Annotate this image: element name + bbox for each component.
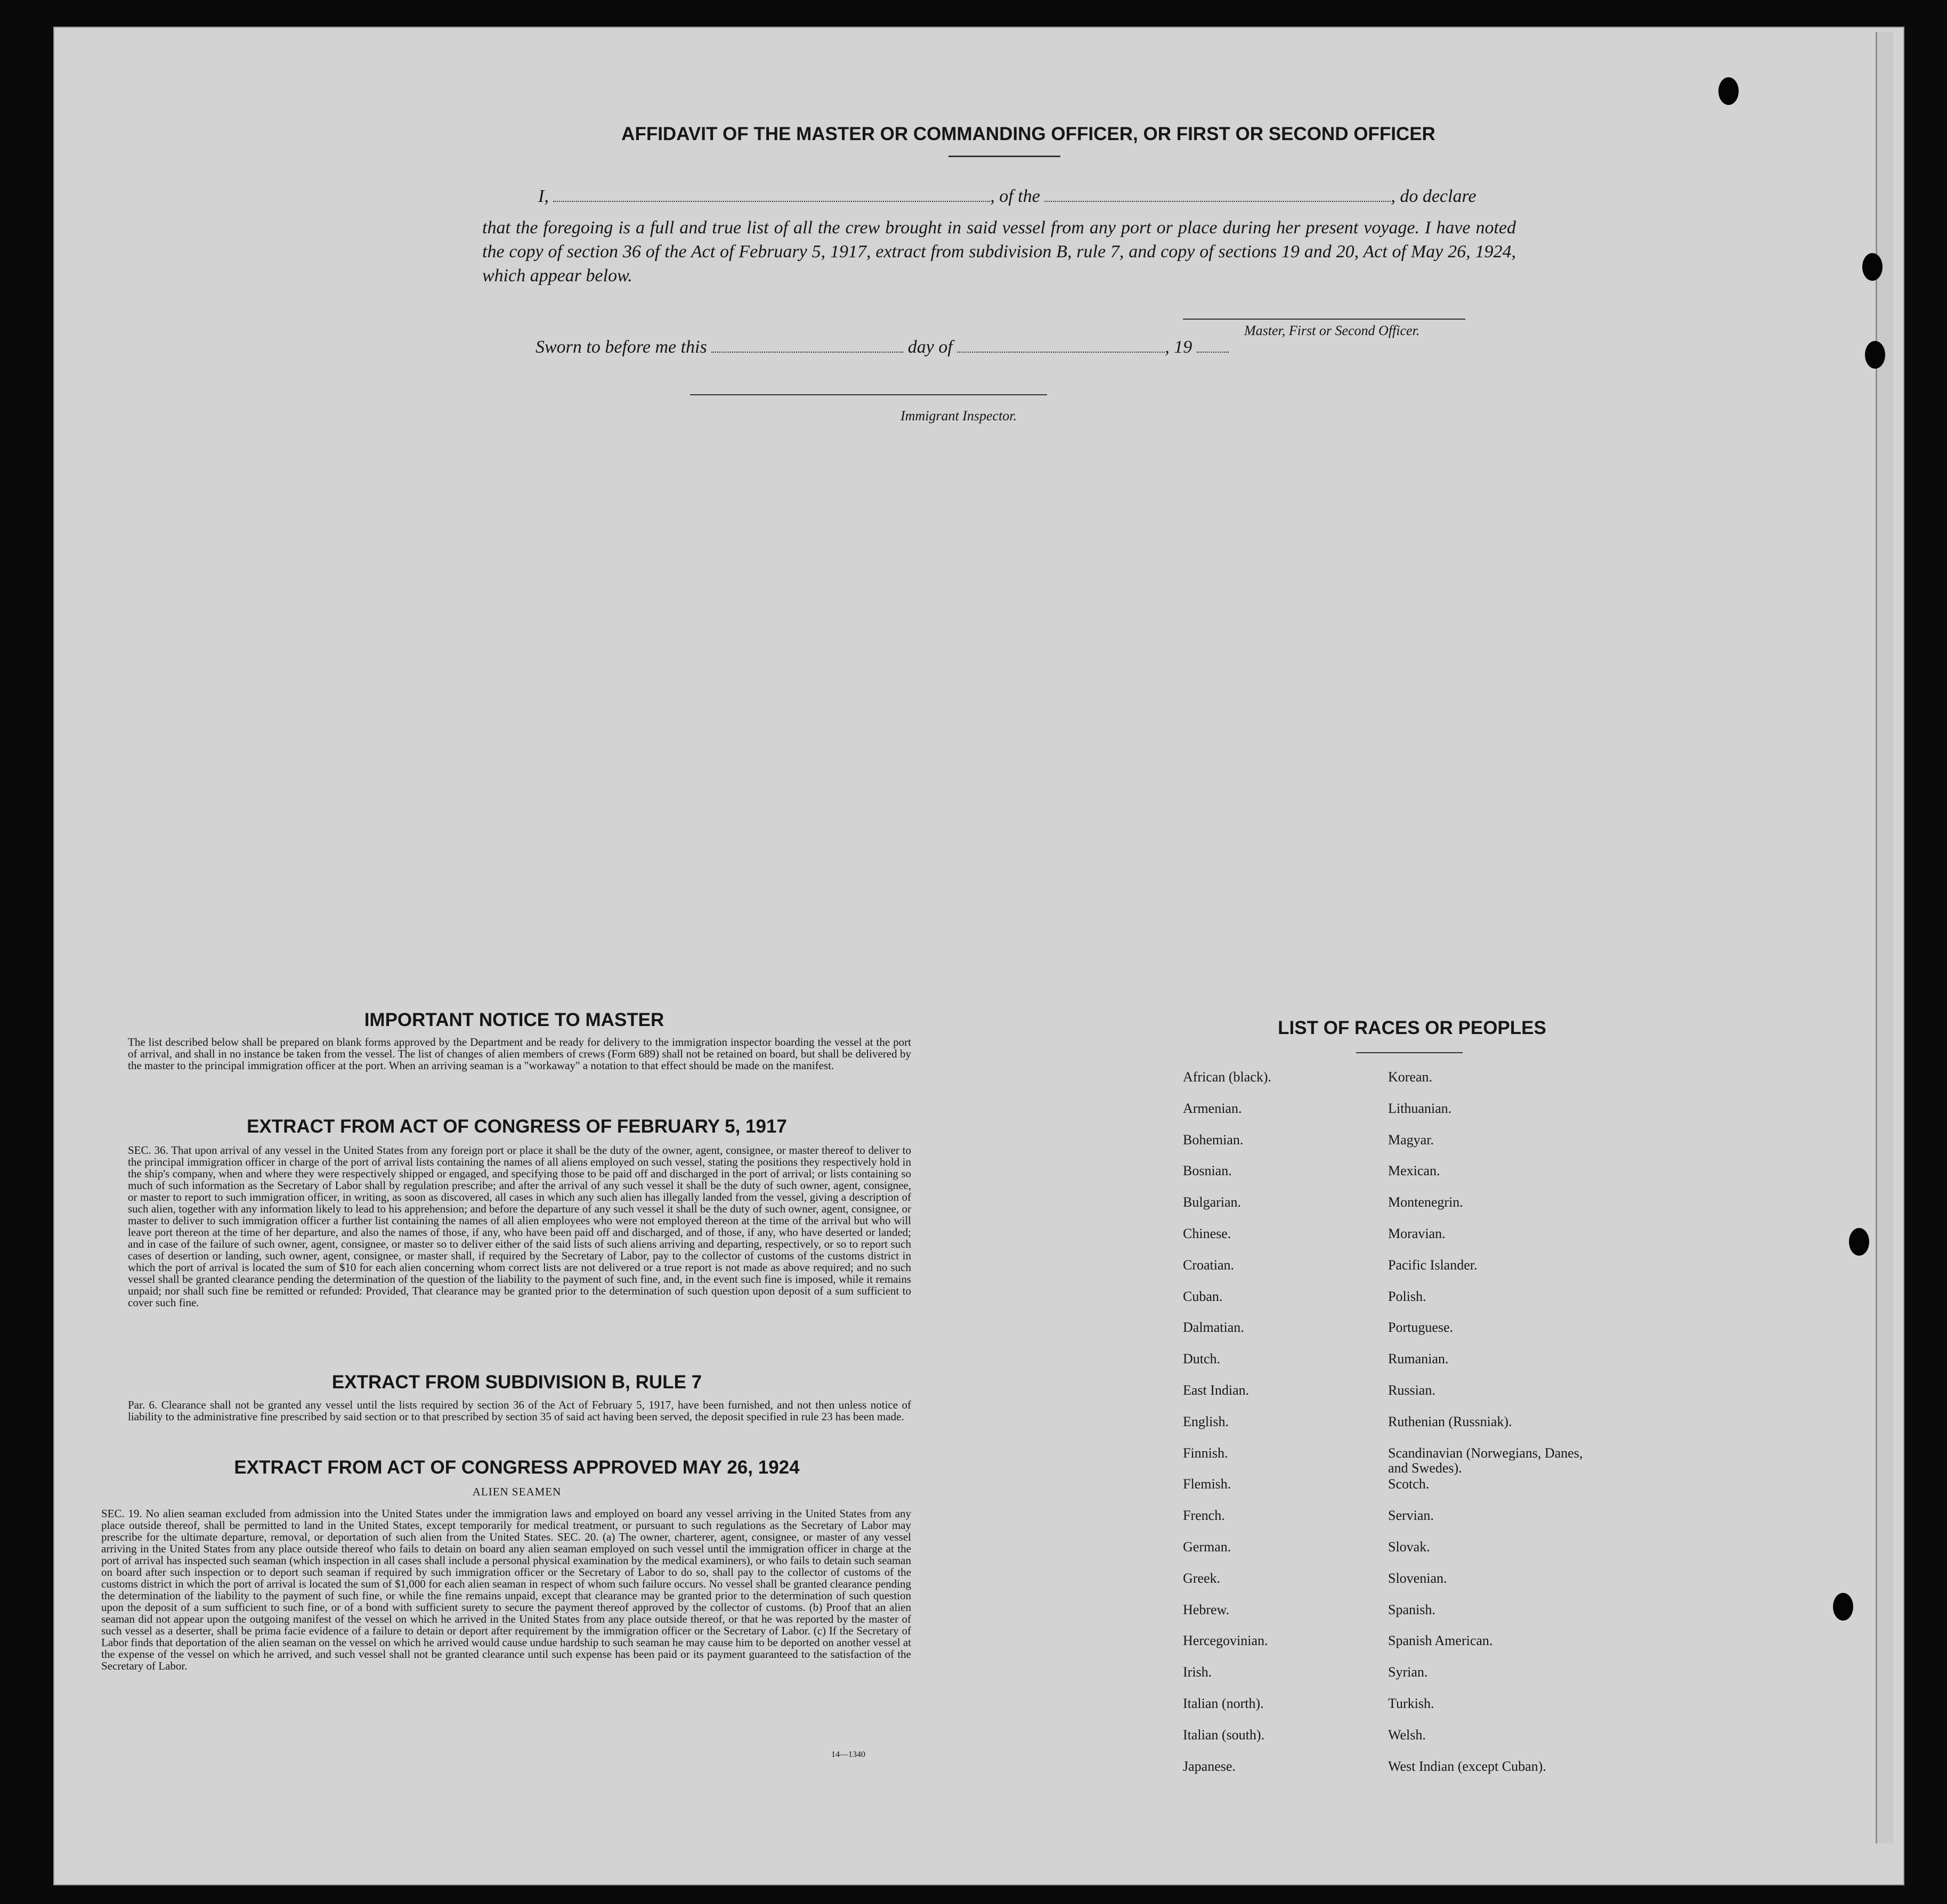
race-item: Korean.	[1388, 1069, 1433, 1085]
race-item: Flemish.	[1183, 1476, 1231, 1492]
title-rule	[948, 156, 1060, 157]
vessel-blank[interactable]	[1044, 201, 1391, 202]
inspector-signature-line[interactable]	[690, 394, 1047, 395]
race-item: East Indian.	[1183, 1382, 1250, 1398]
race-item: Croatian.	[1183, 1257, 1235, 1273]
sworn-prefix: Sworn to before me this	[536, 337, 707, 357]
race-item: French.	[1183, 1508, 1225, 1524]
race-item: Mexican.	[1388, 1163, 1440, 1179]
race-item: English.	[1183, 1413, 1229, 1429]
punch-hole	[1849, 1228, 1869, 1256]
races-title-rule	[1356, 1052, 1463, 1053]
form-number: 14—1340	[831, 1750, 865, 1759]
race-item: Ruthenian (Russniak).	[1388, 1413, 1512, 1429]
race-item: Moravian.	[1388, 1226, 1446, 1241]
race-item: Hercegovinian.	[1183, 1633, 1268, 1649]
race-item: Pacific Islander.	[1388, 1257, 1478, 1273]
notice-title: IMPORTANT NOTICE TO MASTER	[364, 1010, 664, 1030]
declaration-line	[538, 186, 1477, 207]
race-item: Portuguese.	[1388, 1320, 1454, 1336]
race-item: Syrian.	[1388, 1664, 1428, 1680]
race-item: Welsh.	[1388, 1727, 1426, 1743]
year-blank[interactable]	[1197, 352, 1229, 353]
race-item: Russian.	[1388, 1382, 1435, 1398]
declaration-declare: , do declare	[1391, 186, 1477, 206]
inspector-caption: Immigrant Inspector.	[901, 408, 1017, 424]
day-blank[interactable]	[711, 352, 903, 353]
race-item: Montenegrin.	[1388, 1194, 1463, 1210]
race-item: Servian.	[1388, 1508, 1434, 1524]
race-item: Cuban.	[1183, 1288, 1223, 1304]
race-item: Dutch.	[1183, 1351, 1221, 1367]
sworn-line	[536, 337, 1229, 357]
race-item: Magyar.	[1388, 1132, 1434, 1148]
race-item: Finnish.	[1183, 1445, 1228, 1461]
race-item: African (black).	[1183, 1069, 1272, 1085]
rule7-text: Par. 6. Clearance shall not be granted any vessel until the lists required by section 36 of the Act of February 5, 1917, have been furnished, and not then unless notice of liability to the administrative fine prescribed by said section or to that prescribed by section 35 of said act having been served, the deposit specified in rule 23 has been made.	[128, 1398, 911, 1423]
affidavit-title: AFFIDAVIT OF THE MASTER OR COMMANDING OFFICER, OR FIRST OR SECOND OFFICER	[621, 124, 1435, 144]
race-item: Bosnian.	[1183, 1163, 1232, 1179]
extract-1917-title: EXTRACT FROM ACT OF CONGRESS OF FEBRUARY 5, 1917	[247, 1116, 787, 1137]
affidavit-body: that the foregoing is a full and true list of all the crew brought in said vessel from any port or place during her present voyage. I have noted the copy of section 36 of the Act of February 5, 1917, extract from subdivision B, rule 7, and copy of sections 19 and 20, Act of May 26, 1924, which appear below.	[482, 218, 1516, 286]
notice-text: The list described below shall be prepared on blank forms approved by the Department and be ready for delivery to the immigration inspector boarding the vessel at the port of arrival, and shall in no instance be taken from the vessel. The list of changes of alien members of crews (Form 689) shall not be retained on board, but shall be delivered by the master to the principal immigration officer at the port. When an arriving seaman is a "workaway" a notation to that effect should be made on the manifest.	[128, 1036, 911, 1072]
month-blank[interactable]	[957, 352, 1165, 353]
master-signature-line[interactable]	[1183, 319, 1465, 320]
punch-hole	[1865, 341, 1885, 369]
sworn-year: , 19	[1165, 337, 1192, 357]
extract-1924-title: EXTRACT FROM ACT OF CONGRESS APPROVED MAY 26, 1924	[234, 1457, 800, 1478]
extract-1924-text: SEC. 19. No alien seaman excluded from admission into the United States under the immigration laws and employed on board any vessel arriving in the United States from any place outside thereof, shall be permitted to land in the United States, except temporarily for medical treatment, or pursuant to such regulations as the Secretary of Labor may prescribe for the ultimate departure, removal, or deportation of such alien from the United States. SEC. 20. (a) The owner, charterer, agent, consignee, or master of any vessel arriving in the United States from any place outside thereof who fails to detain on board any alien seaman employed on such vessel until the immigration officer in charge at the port of arrival has inspected such seaman (which inspection in all cases shall include a personal physical examination by the medical examiners), or who fails to detain such seaman on board after such inspection or to deport such seaman if required by such immigration officer or the Secretary of Labor to do so, shall pay to the collector of customs of the customs district in which the port of arrival is located the sum of $1,000 for each alien seaman in respect of whom such failure occurs. No vessel shall be granted clearance pending the determination of the liability to the payment of such fine, or while the fine remains unpaid, except that clearance may be granted prior to the determination of such question upon the deposit of a sum sufficient to such fine, or of a bond with sufficient surety to secure the payment thereof approved by the collector of customs. (b) Proof that an alien seaman did not appear upon the outgoing manifest of the vessel on which he arrived in the United States from any place outside thereof, or that he was reported by the master of such vessel as a deserter, shall be prima facie evidence of a failure to detain or deport after requirement by the immigration officer or the Secretary of Labor. (c) If the Secretary of Labor finds that deportation of the alien seaman on the vessel on which he arrived would cause undue hardship to such seaman he may cause him to be deported on another vessel at the expense of the vessel on which he arrived, and such vessel shall not be granted clearance until such expense has been paid or its payment guaranteed to the satisfaction of the Secretary of Labor.	[101, 1507, 911, 1672]
master-caption: Master, First or Second Officer.	[1244, 323, 1420, 338]
extract-1917-text: SEC. 36. That upon arrival of any vessel in the United States from any foreign port or place it shall be the duty of the owner, agent, consignee, or master thereof to deliver to the principal immigration officer in charge of the port of arrival lists containing the names of all aliens employed on such vessel, stating the positions they respectively hold in the ship's company, when and where they were respectively shipped or engaged, and specifying those to be paid off and discharged in the port of arrival; or lists containing so much of such information as the Secretary of Labor shall by regulation prescribe; and after the arrival of any such vessel it shall be the duty of such owner, agent, consignee, or master to report to such immigration officer, in writing, as soon as discovered, all cases in which any such alien has illegally landed from the vessel, giving a description of such alien, together with any information likely to lead to his apprehension; and before the departure of any such vessel it shall be the duty of such owner, agent, consignee, or master to deliver to such immigration officer a further list containing the names of all alien employees who were not employed thereon at the time of the arrival but who will leave port thereon at the time of her departure, and also the names of those, if any, who have been paid off and discharged, and of those, if any, who have deserted or landed; and in case of the failure of such owner, agent, consignee, or master so to deliver either of the said lists of such aliens arriving and departing, respectively, or so to report such cases of desertion or landing, such owner, agent, consignee, or master shall, if required by the Secretary of Labor, pay to the collector of customs of the customs district in which the port of arrival is located the sum of $10 for each alien concerning whom correct lists are not delivered or a true report is not made as above required; and no such vessel shall be granted clearance pending the determination of the question of the liability to the payment of such fine, and, in the event such fine is imposed, while it remains unpaid; nor shall such fine be remitted or refunded: Provided, That clearance may be granted prior to the determination of such question upon deposit of a sum sufficient to cover such fine.	[128, 1144, 911, 1309]
race-item: Irish.	[1183, 1664, 1212, 1680]
race-item: Chinese.	[1183, 1226, 1231, 1241]
race-item: Italian (south).	[1183, 1727, 1265, 1743]
races-title: LIST OF RACES OR PEOPLES	[1278, 1018, 1546, 1038]
race-item: German.	[1183, 1539, 1231, 1555]
race-item: Dalmatian.	[1183, 1320, 1244, 1336]
stacked-page-edge	[1876, 32, 1893, 1843]
race-item: Spanish American.	[1388, 1633, 1493, 1649]
race-item: Hebrew.	[1183, 1601, 1230, 1617]
sworn-day-of: day of	[907, 337, 953, 357]
race-item: Japanese.	[1183, 1758, 1236, 1774]
race-item: Scandinavian (Norwegians, Danes, and Swedes).	[1388, 1445, 1583, 1476]
race-item: Rumanian.	[1388, 1351, 1449, 1367]
race-item: Spanish.	[1388, 1601, 1435, 1617]
extract-1924-subtitle: ALIEN SEAMEN	[472, 1485, 562, 1498]
race-item: Scotch.	[1388, 1476, 1430, 1492]
punch-hole	[1833, 1593, 1853, 1621]
race-item: West Indian (except Cuban).	[1388, 1758, 1546, 1774]
declaration-i: I,	[538, 186, 549, 206]
race-item: Slovenian.	[1388, 1570, 1447, 1586]
declaration-of-the: , of the	[990, 186, 1040, 206]
race-item: Greek.	[1183, 1570, 1221, 1586]
race-item: Turkish.	[1388, 1696, 1434, 1711]
race-item: Bulgarian.	[1183, 1194, 1242, 1210]
punch-hole	[1718, 77, 1739, 105]
race-item: Polish.	[1388, 1288, 1426, 1304]
race-item: Armenian.	[1183, 1100, 1242, 1116]
race-item: Lithuanian.	[1388, 1100, 1452, 1116]
race-item: Bohemian.	[1183, 1132, 1244, 1148]
race-item: Slovak.	[1388, 1539, 1430, 1555]
race-item: Italian (north).	[1183, 1696, 1264, 1711]
punch-hole	[1862, 253, 1883, 281]
rule7-title: EXTRACT FROM SUBDIVISION B, RULE 7	[331, 1372, 702, 1393]
name-blank[interactable]	[553, 201, 990, 202]
